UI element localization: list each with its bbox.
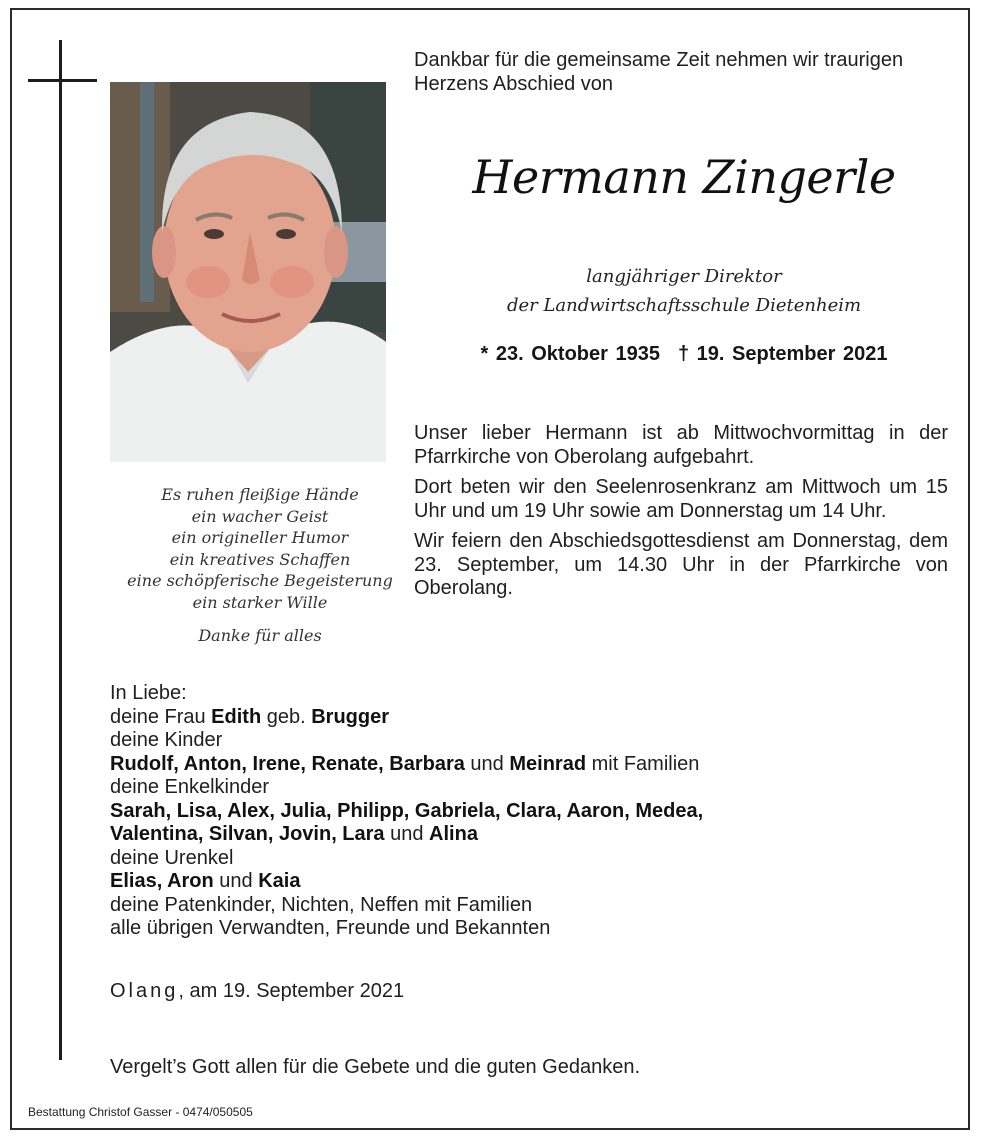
memorial-poem [110, 484, 410, 647]
wife-maiden-name: Brugger [311, 705, 390, 728]
wife-line [110, 706, 870, 730]
conjunction: und [213, 870, 259, 892]
mourners-heading: In Liebe: [110, 682, 187, 704]
children-line [110, 753, 870, 777]
poem-line: ein kreatives Schaffen [169, 549, 351, 569]
closing-thanks: Vergelt’s Gott allen für die Gebete und die guten Gedanken. [110, 1056, 640, 1078]
place-name: Olang [110, 980, 179, 1002]
portrait-photo [110, 82, 386, 462]
poem-line: Es ruhen fleißige Hände [161, 485, 359, 504]
children-label: deine Kinder [110, 729, 223, 751]
grandchildren-line-1 [110, 800, 870, 824]
place-date [110, 980, 404, 1003]
greatgrandchildren-label: deine Urenkel [110, 846, 234, 869]
children-suffix: mit Familien [586, 752, 700, 775]
poem-line: ein wacher Geist [191, 506, 329, 526]
intro-text: Dankbar für die gemeinsame Zeit nehmen wir traurigen Herzens Abschied von [414, 49, 904, 95]
poem-line: eine schöpferische Begeisterung [127, 571, 393, 590]
cross-icon-vertical [59, 40, 62, 1060]
funeral-home-credit: Bestattung Christof Gasser - 0474/050505 [28, 1105, 253, 1119]
grandchildren-names: Valentina, Silvan, Jovin, Lara [110, 823, 385, 845]
details-paragraph: Dort beten wir den Seelenrosenkranz am Mittwoch um 15 Uhr und um 19 Uhr sowie am Donnerstag um 14 Uhr. [414, 476, 948, 522]
wife-prefix: deine Frau [110, 705, 212, 728]
children-names: Rudolf, Anton, Irene, Renate, Barbara [110, 752, 465, 775]
funeral-details [414, 422, 948, 608]
greatgrandchildren-line [110, 870, 870, 894]
details-paragraph: Wir feiern den Abschiedsgottesdienst am Donnerstag, dem 23. September, um 14.30 Uhr in der Pfarrkirche von Oberolang. [414, 530, 948, 599]
deceased-role [414, 262, 954, 320]
children-last-name: Meinrad [509, 752, 587, 775]
role-line: langjähriger Direktor [586, 266, 782, 287]
conjunction: und [464, 752, 510, 775]
poem-line: ein origineller Humor [171, 528, 349, 547]
grandchildren-label: deine Enkelkinder [110, 776, 269, 798]
godchildren-line: deine Patenkinder, Nichten, Neffen mit Familien [110, 893, 533, 916]
greatgrandchildren-last-name: Kaia [258, 870, 301, 892]
grandchildren-names: Sarah, Lisa, Alex, Julia, Philipp, Gabriela, Clara, Aaron, Medea, [110, 799, 704, 822]
greatgrandchildren-names: Elias, Aron [110, 870, 214, 892]
wife-name: Edith [211, 705, 262, 728]
grandchildren-line-2 [110, 823, 870, 847]
place-date-text: , am 19. September 2021 [178, 980, 405, 1002]
poem-line: ein starker Wille [192, 592, 328, 612]
death-date: † 19. September 2021 [677, 343, 888, 365]
details-paragraph: Unser lieber Hermann ist ab Mittwochvormittag in der Pfarrkirche von Oberolang aufgebahrt. [414, 422, 948, 468]
deceased-name: Hermann Zingerle [472, 150, 896, 204]
mourners-list [110, 682, 870, 941]
life-dates [414, 343, 954, 366]
grandchildren-last-name: Alina [429, 823, 478, 845]
others-line: alle übrigen Verwandten, Freunde und Bekannten [110, 917, 551, 939]
conjunction: und [384, 823, 430, 845]
cross-icon-horizontal [28, 79, 97, 82]
poem-thanks: Danke für alles [198, 626, 322, 645]
wife-mid: geb. [261, 705, 312, 728]
role-line: der Landwirtschaftsschule Dietenheim [506, 295, 862, 316]
birth-date: * 23. Oktober 1935 [480, 343, 660, 365]
